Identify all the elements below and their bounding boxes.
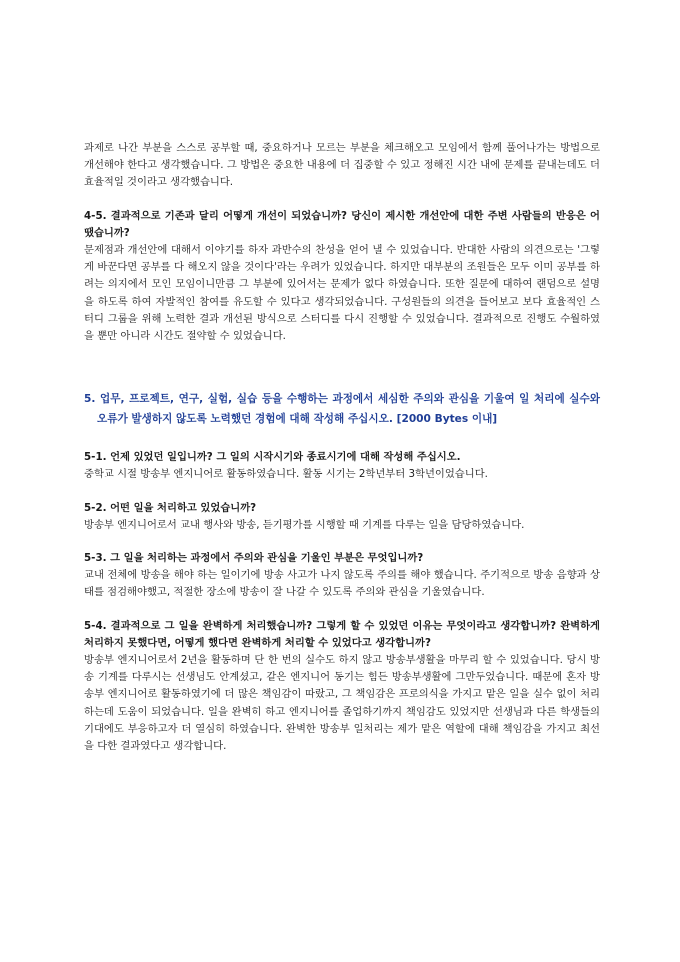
answer-5-4: 방송부 엔지니어로서 2년을 활동하며 단 한 번의 실수도 하지 않고 방송부생활을 마무리 할 수 있었습니다. 당시 방송 기계를 다루시는 선생님도 안계셨고, 같은 엔지니어 동기는 힘든 방송부생활에 그만두었습니다. 때문에 혼자 방송부 엔지니어로 활동하였기에 더 많은 책임감이 따랐고, 그 책임감은 프로의식을 가지고 맡은 일을 실수 없이 처리하는데 도움이 되었습니다. 일을 완벽히 하고 엔지니어를 졸업하기까지 책임감도 있었지만 선생님과 다른 학생들의 기대에도 부응하고자 더 열심히 하였습니다. 완벽한 방송부 일처리는 제가 맡은 역할에 대해 책임감을 가지고 최선을 다한 결과였다고 생각합니다. (84, 654, 600, 753)
document-body (84, 140, 600, 755)
question-5-1: 5-1. 언제 있었던 일입니까? 그 일의 시작시기와 종료시기에 대해 작성해 주십시오. (84, 451, 461, 464)
answer-5-1: 중학교 시절 방송부 엔지니어로 활동하였습니다. 활동 시기는 2학년부터 3학년이었습니다. (84, 468, 488, 481)
question-4-5: 4-5. 결과적으로 기존과 달리 어떻게 개선이 되었습니까? 당신이 제시한 개선안에 대한 주변 사람들의 반응은 어땠습니까? (84, 209, 600, 239)
paragraph-improvement-plan: 과제로 나간 부분을 스스로 공부할 때, 중요하거나 모르는 부분을 체크해오고 모임에서 함께 풀어나가는 방법으로 개선해야 한다고 생각했습니다. 그 방법은 중요한 내용에 더 집중할 수 있고 정해진 시간 내에 문제를 끝내는데도 더 효율적일 것이라고 생각했습니다. (84, 142, 600, 189)
question-5-4: 5-4. 결과적으로 그 일을 완벽하게 처리했습니까? 그렇게 할 수 있었던 이유는 무엇이라고 생각합니까? 완벽하게 처리하지 못했다면, 어떻게 했다면 완벽하게 처리할 수 있었다고 생각합니까? (84, 619, 600, 649)
answer-4-5: 문제점과 개선안에 대해서 이야기를 하자 과반수의 찬성을 얻어 낼 수 있었습니다. 반대한 사람의 의견으로는 '그렇게 바꾼다면 공부를 다 해오지 않을 것이다'라는 우려가 있었습니다. 하지만 대부분의 조원들은 모두 이미 공부를 하려는 의지에서 모인 모임이니만큼 그 부분에 있어서는 문제가 없다 하였습니다. 또한 질문에 대하여 랜덤으로 설명을 하도록 하여 자발적인 참여를 유도할 수 있다고 생각되었습니다. 구성원들의 의견을 들어보고 보다 효율적인 스터디 그룹을 위해 노력한 결과 개선된 방식으로 스터디를 다시 진행할 수 있었습니다. 결과적으로 진행도 수월하였을 뿐만 아니라 시간도 절약할 수 있었습니다. (84, 244, 600, 343)
section-5-heading: 5. 업무, 프로젝트, 연구, 실험, 실습 등을 수행하는 과정에서 세심한 주의와 관심을 기울여 일 처리에 실수와 오류가 발생하지 않도록 노력했던 경험에 대해 작성해 주십시오. [2000 Bytes 이내] (84, 393, 600, 426)
answer-5-3: 교내 전체에 방송을 해야 하는 일이기에 방송 사고가 나지 않도록 주의를 해야 했습니다. 주기적으로 방송 음향과 상태를 점검해야했고, 적절한 장소에 방송이 잘 나갈 수 있도록 주의와 관심을 기울였습니다. (84, 569, 600, 599)
question-5-3: 5-3. 그 일을 처리하는 과정에서 주의와 관심을 기울인 부분은 무엇입니까? (84, 552, 424, 565)
question-5-2: 5-2. 어떤 일을 처리하고 있었습니까? (84, 501, 257, 514)
answer-5-2: 방송부 엔지니어로서 교내 행사와 방송, 듣기평가를 시행할 때 기계를 다루는 일을 담당하였습니다. (84, 518, 525, 531)
